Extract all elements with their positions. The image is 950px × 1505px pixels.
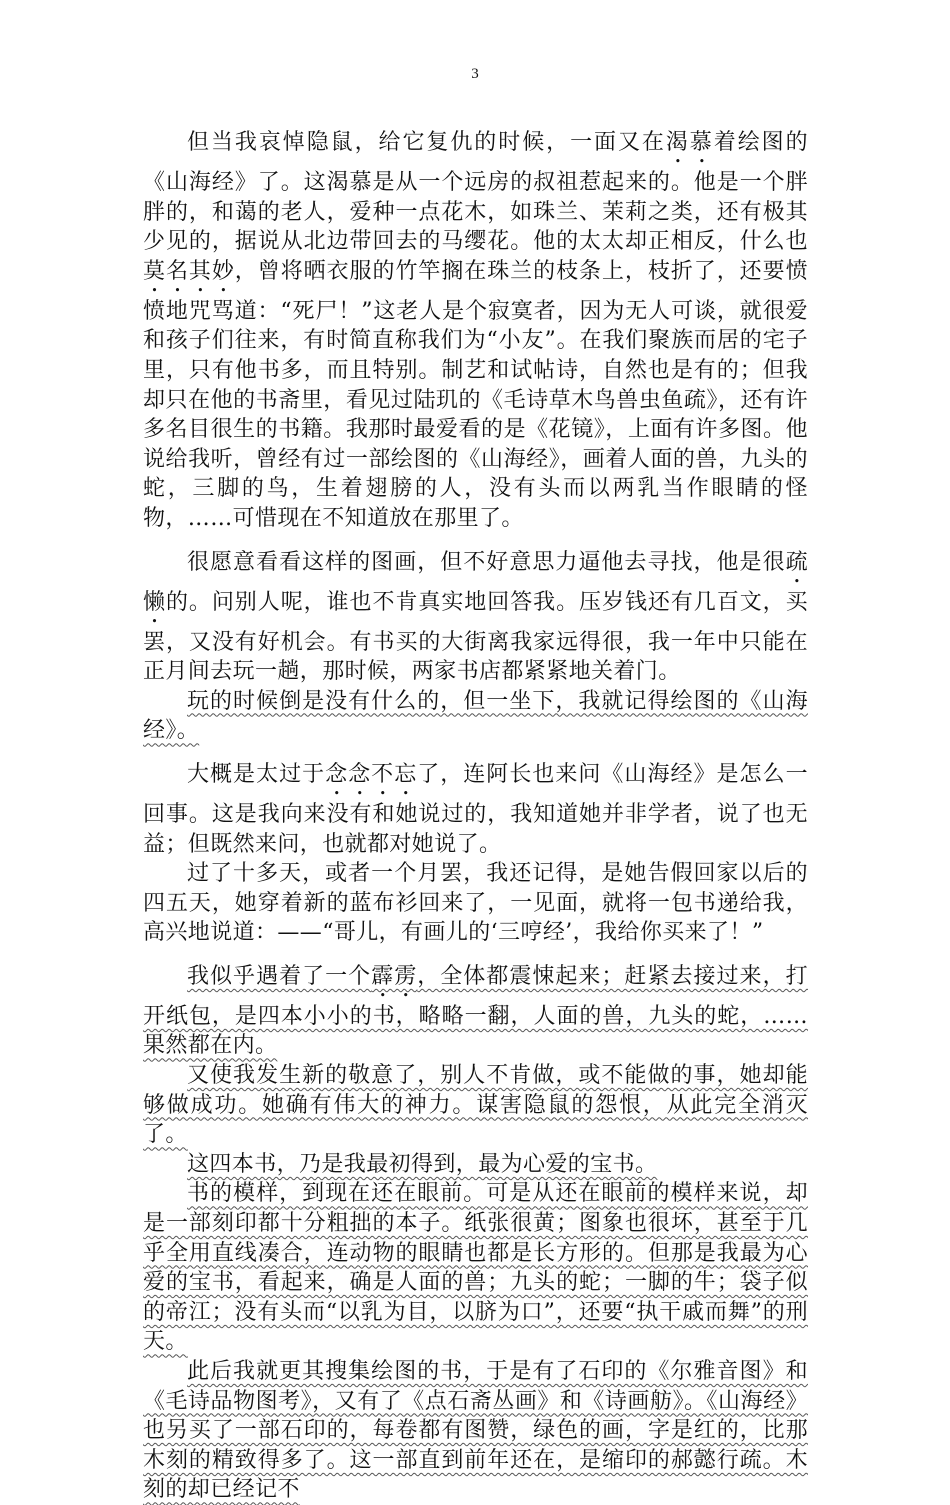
page-number: 3 (471, 66, 479, 82)
emphasis-shulan: 疏懒 (143, 549, 808, 615)
paragraph-5: 过了十多天，或者一个月罢，我还记得，是她告假回家以后的四五天，她穿着新的蓝布衫回来了，一见面，就将一包书递给我，高兴地说道：——“哥儿，有画儿的‘三哼经’，我给你买来了！” (143, 861, 808, 946)
article-body (143, 128, 808, 1505)
paragraph-1 (143, 128, 808, 534)
paragraph-8: 这四本书，乃是我最初得到，最为心爱的宝书。 (187, 1151, 658, 1177)
paragraph-2-text-c: 的。问别人呢，谁也不肯真实地回答我。压岁钱还有几百文，买罢，又没有好机会。有书买的大街离我家远得很，我一年中只能在正月间去玩一趟，那时候，两家书店都紧紧地关着门。 (143, 589, 808, 685)
paragraph-10: 此后我就更其搜集绘图的书，于是有了石印的《尔雅音图》和《毛诗品物图考》，又有了《点石斋丛画》和《诗画舫》。《山海经》也另买了一部石印的，每卷都有图赞，绿色的画，字是红的，比那木刻的精致得多了。这一部直到前年还在，是缩印的郝懿行疏。木刻的却已经记不 (143, 1359, 808, 1503)
paragraph-6-text-a: 我似乎遇着了一个 (187, 963, 372, 989)
paragraph-9: 书的模样，到现在还在眼前。可是从还在眼前的模样来说，却是一部刻印都十分粗拙的本子。纸张很黄；图象也很坏，甚至于几乎全用直线凑合，连动物的眼睛也都是长方形的。但那是我最为心爱的宝书，看起来，确是人面的兽；九头的蛇；一脚的牛；袋子似的帝江；没有头而“以乳为目，以脐为口”，还要“执干戚而舞”的刑天。 (143, 1181, 808, 1355)
paragraph-7: 又使我发生新的敬意了，别人不肯做，或不能做的事，她却能够做成功。她确有伟大的神力。谋害隐鼠的怨恨，从此完全消灭了。 (143, 1063, 808, 1148)
paragraph-1-text-c: 着绘图的《山海经》了。这渴慕是从一个远房的叔祖惹起来的。他是一个胖胖的，和蔼的老人，爱种一点花木，如珠兰、茉莉之类，还有极其少见的，据说从北边带回去的马缨花。他的太太却正相反，什么也 (143, 130, 808, 255)
paragraph-3: 玩的时候倒是没有什么的，但一坐下，我就记得绘图的《山海经》。 (143, 688, 808, 744)
paragraph-1-text-a: 但当我哀悼隐鼠，给它复仇的时候，一面又在 (187, 130, 666, 155)
paragraph-4-text-a: 大概是太过于 (187, 761, 326, 787)
paragraph-6-text-c: ，全体都震悚起来；赶紧去接过来，打开纸包，是四本小小的书，略略一翻，人面的兽，九头的蛇，……果然都在内。 (143, 963, 808, 1059)
paragraph-2-text-a: 很愿意看看这样的图画，但不好意思力逼他去寻找，他是很 (187, 549, 786, 575)
emphasis-niannian: 念念不忘 (325, 761, 418, 787)
paragraph-4 (143, 760, 808, 859)
emphasis-pili: 霹雳 (371, 963, 418, 989)
paragraph-4-text-c: 了，连阿长也来问《山海经》是怎么一回事。这是我向来没有和她说过的，我知道她并非学者，说了也无益；但既然来问，也就都对她说了。 (143, 761, 808, 857)
paragraph-2 (143, 548, 808, 687)
paragraph-1-text-e: ，曾将晒衣服的竹竿搁在珠兰的枝条上，枝折了，还要愤愤地咒骂道：“死尸！”这老人是个寂寞者，因为无人可谈，就很爱和孩子们往来，有时简直称我们为“小友”。在我们聚族而居的宅子里，只有他书多，而且特别。制艺和试帖诗，自然也是有的；但我却只在他的书斋里，看见过陆玑的《毛诗草木鸟兽虫鱼疏》，还有许多名目很生的书籍。我那时最爱看的是《花镜》，上面有许多图。他说给我听，曾经有过一部绘图的《山海经》，画着人面的兽，九头的蛇，三脚的鸟，生着翅膀的人，没有头而以两乳当作眼睛的怪物，……可惜现在不知道放在那里了。 (143, 258, 808, 531)
paragraph-6 (143, 962, 808, 1061)
emphasis-mingmiao: 莫名其妙 (143, 258, 235, 284)
emphasis-kemu: 渴慕 (665, 130, 714, 155)
